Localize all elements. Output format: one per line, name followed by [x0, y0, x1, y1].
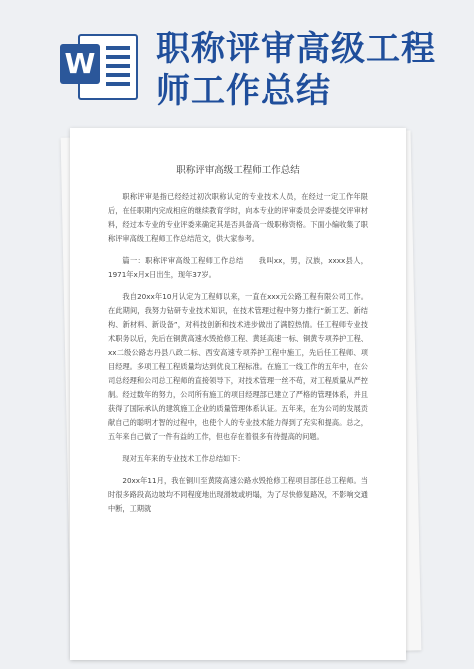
document-paragraph: 20xx年11月，我在铜川至黄陵高速公路水毁抢修工程项目部任总工程师。当时很多路段高边坡均不同程度地出现滑坡或坍塌，为了尽快修复路况，不影响交通中断，工期就: [108, 476, 368, 513]
page-title: 职称评审高级工程师工作总结: [156, 29, 436, 111]
word-badge: W: [60, 44, 100, 84]
document-title: 职称评审高级工程师工作总结: [176, 165, 300, 176]
header-banner: [0, 0, 474, 120]
document-paragraph: 职称评审是指已经经过初次职称认定的专业技术人员，在经过一定工作年限后，在任职期内完成相应的继续教育学时，向本专业的评审委员会评委提交评审材料，经过本专业的专业评委来确定其是否具备高一级职称资格。下面小编收集了职称评审高级工程师工作总结范文，供大家参考。: [108, 192, 368, 243]
document-paragraph: 现对五年来的专业技术工作总结如下：: [122, 454, 245, 463]
document-paragraph: 我自20xx年10月认定为工程师以来，一直在xxx元公路工程有限公司工作。在此期间，我努力钻研专业技术知识，在技术管理过程中努力推行“新工艺、新结构、新材料、新设备”，对科技创新和技术进步做出了满腔热情。任工程师专业技术职务以后，先后在铜黄高速水毁抢修工程、黄延高速一标、铜黄专项养护工程、xx二级公路志丹县八政二标、西安高速专项养护工程中施工，先后任工程师、项目经理。多项工程工程质量均达到优良工程标准。在施工一线工作的五年中，在公司总经理和公司总工程师的直接领导下，对技术管理一丝不苟，对工程质量从严控制。经过数年的努力，公司所有施工的项目经理部已建立了严格的管理体系，并且获得了国际承认的建筑施工企业的质量管理体系认证。五年来，在为公司的发展贡献自己的聪明才智的过程中，也使个人的专业技术能力得到了充实和提高。总之，五年来自己做了一件有益的工作，但也存在着很多有待提高的问题。: [108, 292, 368, 441]
document-paragraph: 篇一：职称评审高级工程师工作总结 我叫xx，男，汉族，xxxx县人，1971年x月x日出生，现年37岁。: [108, 256, 368, 279]
word-doc-icon: [60, 30, 138, 100]
document-preview: [70, 128, 406, 660]
